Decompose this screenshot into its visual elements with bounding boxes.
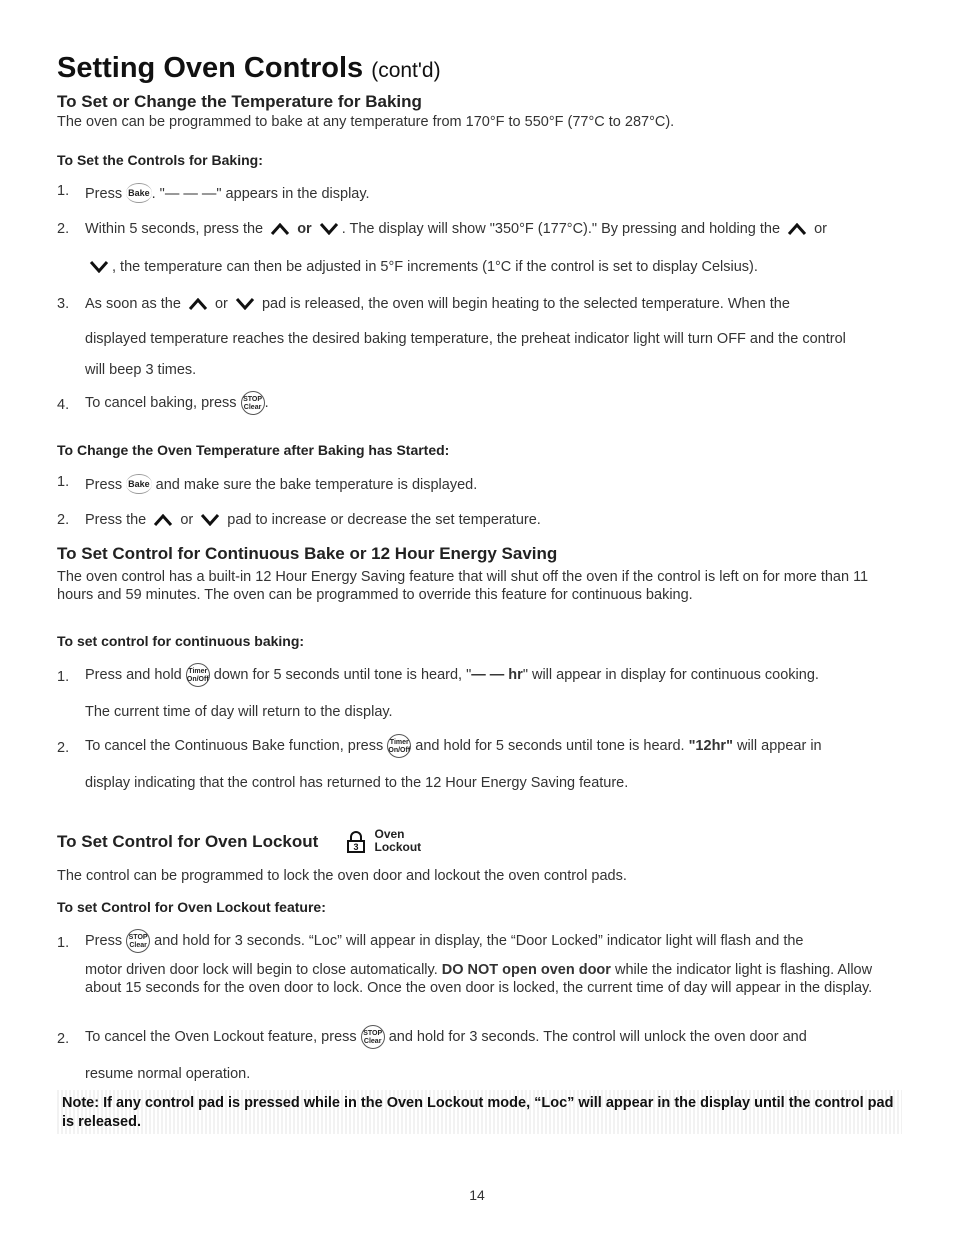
step-continuous-1: Press and hold Timer On/Off down for 5 seconds until tone is heard, "— — hr" will appear in display for continuous cooking.	[85, 663, 819, 687]
step-number: 1.	[57, 183, 70, 199]
down-arrow-icon	[319, 223, 339, 235]
timer-pad-icon: Timer On/Off	[186, 663, 210, 687]
down-arrow-icon	[89, 261, 109, 273]
down-arrow-icon	[200, 514, 220, 526]
step-number: 2.	[57, 740, 70, 756]
stop-clear-pad-icon: STOP Clear	[241, 391, 265, 415]
step-change-1: Press Bake and make sure the bake temperature is displayed.	[85, 474, 477, 494]
step-lockout-2: To cancel the Oven Lockout feature, press STOP Clear and hold for 3 seconds. The control will unlock the oven door and	[85, 1025, 807, 1049]
down-arrow-icon	[235, 298, 255, 310]
section-intro-oven-lockout: The control can be programmed to lock the oven door and lockout the oven control pads.	[57, 868, 627, 884]
bake-pad-icon: Bake	[126, 474, 152, 494]
svg-text:3: 3	[353, 842, 359, 852]
stop-clear-pad-icon: STOP Clear	[361, 1025, 385, 1049]
step-number: 4.	[57, 397, 70, 413]
page-number: 14	[469, 1187, 485, 1203]
page-title	[57, 52, 441, 85]
up-arrow-icon	[787, 223, 807, 235]
page-title-text: Setting Oven Controls	[57, 52, 364, 84]
subheading-continuous-baking: To set control for continuous baking:	[57, 633, 305, 649]
subheading-oven-lockout-feature: To set Control for Oven Lockout feature:	[57, 899, 326, 915]
step-bake-2: Within 5 seconds, press the or . The display will show "350°F (177°C)." By pressing and holding the or	[85, 221, 828, 237]
step-number: 2.	[57, 221, 70, 237]
section-heading-temperature: To Set or Change the Temperature for Baking	[57, 92, 422, 111]
step-continuous-2-line2: display indicating that the control has returned to the 12 Hour Energy Saving feature.	[85, 775, 629, 791]
step-number: 1.	[57, 669, 70, 685]
step-bake-1: Press Bake . "— — —" appears in the display.	[85, 183, 370, 203]
step-number: 3.	[57, 296, 70, 312]
bake-pad-icon: Bake	[126, 183, 152, 203]
lock-icon	[346, 831, 366, 853]
step-number: 2.	[57, 1031, 70, 1047]
step-number: 1.	[57, 935, 70, 951]
step-lockout-1: Press STOP Clear and hold for 3 seconds. “Loc” will appear in display, the “Door Locked” indicator light will flash and the	[85, 929, 804, 953]
step-continuous-2: To cancel the Continuous Bake function, press Timer On/Off and hold for 5 seconds until tone is heard. "12hr" will appear in	[85, 734, 822, 758]
stop-clear-pad-icon: STOP Clear	[126, 929, 150, 953]
timer-pad-icon: Timer On/Off	[387, 734, 411, 758]
step-bake-2-cont: , the temperature can then be adjusted in 5°F increments (1°C if the control is set to display Celsius).	[85, 259, 758, 275]
section-intro-temperature: The oven can be programmed to bake at any temperature from 170°F to 550°F (77°C to 287°C).	[57, 114, 675, 130]
section-heading-continuous-bake: To Set Control for Continuous Bake or 12 Hour Energy Saving	[57, 544, 558, 563]
step-lockout-2-line2: resume normal operation.	[85, 1066, 251, 1082]
up-arrow-icon	[188, 298, 208, 310]
step-bake-3: As soon as the or pad is released, the oven will begin heating to the selected temperature. When the	[85, 296, 790, 312]
page-title-suffix: (cont'd)	[371, 59, 441, 82]
step-change-2: Press the or pad to increase or decrease the set temperature.	[85, 512, 541, 528]
up-arrow-icon	[153, 514, 173, 526]
lockout-note: Note: If any control pad is pressed while in the Oven Lockout mode, “Loc” will appear in the display until the control pad is released.	[57, 1090, 902, 1134]
step-continuous-1-line2: The current time of day will return to the display.	[85, 704, 393, 720]
step-number: 2.	[57, 512, 70, 528]
section-heading-oven-lockout: To Set Control for Oven Lockout 3 Oven Lockout	[57, 827, 422, 854]
step-lockout-1-cont: motor driven door lock will begin to close automatically. DO NOT open oven door while the indicator light is flashing. Allow about 15 seconds for the oven door to lock. Once the oven door is locked, the current time of day will appear in the display.	[85, 962, 873, 996]
step-bake-3-line3: will beep 3 times.	[85, 362, 197, 378]
up-arrow-icon	[270, 223, 290, 235]
oven-lockout-label: Oven Lockout	[374, 827, 422, 854]
subheading-change-temperature: To Change the Oven Temperature after Baking has Started:	[57, 442, 450, 458]
step-bake-3-line2: displayed temperature reaches the desired baking temperature, the preheat indicator light will turn OFF and the control	[85, 331, 846, 347]
step-number: 1.	[57, 474, 70, 490]
subheading-set-controls: To Set the Controls for Baking:	[57, 152, 263, 168]
step-bake-4: To cancel baking, press STOP Clear .	[85, 391, 269, 415]
section-intro-continuous-bake: The oven control has a built-in 12 Hour Energy Saving feature that will shut off the oven if the control is left on for more than 11 hours and 59 minutes. The oven can be programmed to override this feature for continuous baking.	[57, 569, 869, 603]
